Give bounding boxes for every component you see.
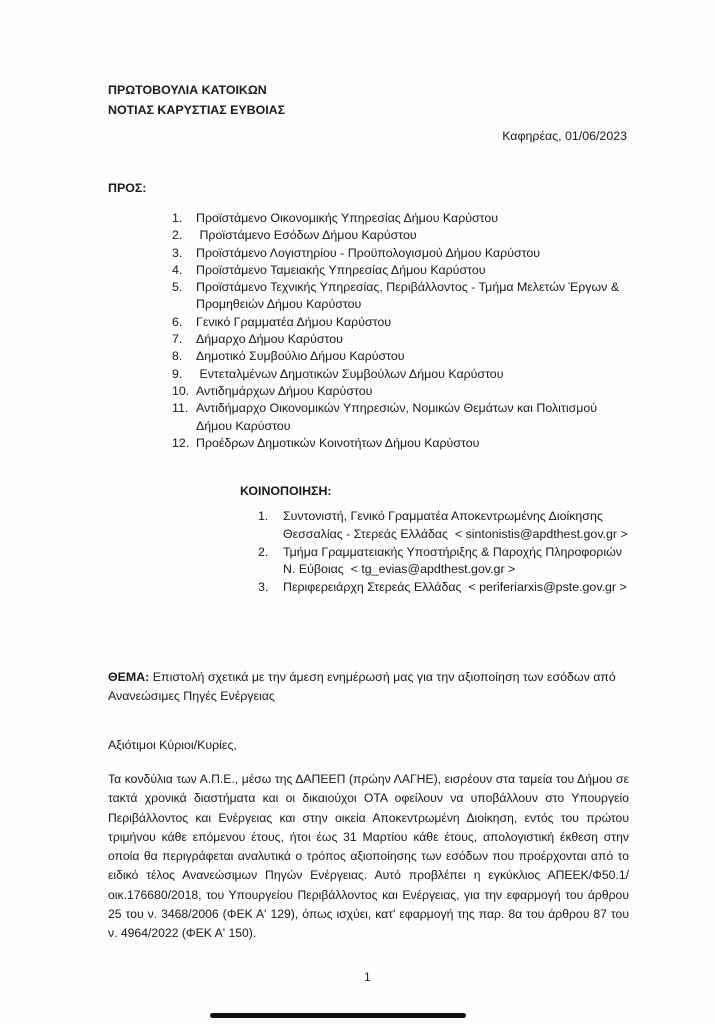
list-item-text: Προϊστάμενο Οικονομικής Υπηρεσίας Δήμου Καρύστου — [196, 211, 499, 225]
list-number: 6. — [172, 314, 183, 329]
list-item-text: Προϊστάμενο Εσόδων Δήμου Καρύστου — [196, 228, 417, 243]
list-number: 5. — [172, 280, 183, 295]
subject-text: Επιστολή σχετικά με την άμεση ενημέρωσή μας για την αξιοποίηση των εσόδων από Ανανεώσιμες Πηγές Ενέργειας — [108, 670, 616, 703]
recipient-item — [172, 210, 642, 227]
cc-list — [258, 508, 658, 597]
list-item-text: Τμήμα Γραμματειακής Υποστήριξης & Παροχής Πληροφοριών Ν. Εύβοιας < tg_evias@apdthest.gov.gr > — [283, 544, 622, 577]
recipient-item — [172, 366, 642, 383]
list-number: 2. — [172, 228, 183, 243]
subject-block — [108, 668, 628, 706]
list-item-text: Προϊστάμενο Ταμειακής Υπηρεσίας Δήμου Καρύστου — [196, 262, 486, 277]
list-item-text: Αντιδημάρχων Δήμου Καρύστου — [196, 383, 373, 398]
list-item-text: Προϊστάμενο Τεχνικής Υπηρεσίας, Περιβάλλοντος - Τμήμα Μελετών Έργων & Προμηθειών Δήμου Καρύστου — [196, 280, 620, 312]
list-number: 12. — [172, 435, 190, 450]
list-number: 9. — [172, 366, 183, 381]
list-number: 3. — [172, 245, 183, 260]
page-number: 1 — [364, 970, 371, 984]
recipient-item — [172, 383, 642, 400]
cc-label: ΚΟΙΝΟΠΟΙΗΣΗ: — [240, 484, 332, 498]
list-number: 7. — [172, 332, 183, 347]
list-number: 1. — [258, 509, 269, 523]
recipient-item — [172, 279, 642, 314]
list-item-text: Δήμαρχο Δήμου Καρύστου — [196, 332, 343, 347]
date-line: Καφηρέας, 01/06/2023 — [502, 129, 627, 143]
sender-block — [108, 80, 285, 120]
list-item-text: Εντεταλμένων Δημοτικών Συμβούλων Δήμου Καρύστου — [196, 366, 504, 381]
list-item-text: Συντονιστή, Γενικό Γραμματέα Αποκεντρωμένης Διοίκησης Θεσσαλίας - Στερεάς Ελλάδας < sintonistis@apdthest.gov.gr > — [283, 509, 628, 541]
greeting: Αξιότιμοι Κύριοι/Κυρίες, — [108, 738, 237, 752]
list-item-text: Γενικό Γραμματέα Δήμου Καρύστου — [196, 314, 392, 329]
list-item-text: Περιφερειάρχη Στερεάς Ελλάδας < periferiarxis@pste.gov.gr > — [283, 580, 627, 595]
list-number: 11. — [172, 401, 189, 416]
cc-item — [258, 508, 658, 544]
recipient-item — [172, 227, 642, 244]
recipient-item — [172, 400, 642, 435]
list-number: 3. — [258, 580, 269, 595]
list-item-text: Αντιδήμαρχο Οικονομικών Υπηρεσιών, Νομικών Θεμάτων και Πολιτισμού Δήμου Καρύστου — [196, 401, 598, 433]
cc-item — [258, 544, 658, 580]
recipients-label: ΠΡΟΣ: — [108, 181, 147, 195]
list-number: 8. — [172, 349, 183, 364]
sender-line-2: ΝΟΤΙΑΣ ΚΑΡΥΣΤΙΑΣ ΕΥΒΟΙΑΣ — [108, 103, 286, 117]
recipient-item — [172, 331, 642, 348]
recipient-item — [172, 262, 642, 279]
recipient-item — [172, 348, 642, 365]
subject-label: ΘΕΜΑ: — [108, 670, 150, 684]
list-item-text: Προέδρων Δημοτικών Κοινοτήτων Δήμου Καρύστου — [196, 435, 480, 450]
list-number: 2. — [258, 544, 269, 559]
cc-item — [258, 579, 658, 597]
list-item-text: Δημοτικό Συμβούλιο Δήμου Καρύστου — [196, 349, 405, 364]
list-number: 10. — [172, 383, 190, 398]
body-paragraph: Τα κονδύλια των Α.Π.Ε., μέσω της ΔΑΠΕΕΠ (πρώην ΛΑΓΗΕ), εισρέουν στα ταμεία του Δήμου σε τακτά χρονικά διαστήματα και οι δικαιούχοι ΟΤΑ οφείλουν να υποβάλλουν στο Υπουργείο Περιβάλλοντος και Ενέργειας και στην οικεία Αποκεντρωμένη Διοίκηση, εντός του πρώτου τριμήνου κάθε επόμενου έτους, ήτοι έως 31 Μαρτίου κάθε έτους, απολογιστική έκθεση στην οποία θα περιγράφεται αναλυτικά ο τρόπος αξιοποίησης των εσόδων που προέρχονται από το ειδικό τέλος Ανανεώσιμων Πηγών Ενέργειας. Αυτό προβλέπει η εγκύκλιος ΑΠΕΕΚ/Φ50.1/οικ.176680/2018, του Υπουργείου Περιβάλλοντος και Ενέργειας, για την εφαρμογή του άρθρου 25 του ν. 3468/2006 (ΦΕΚ Α' 129), όπως ισχύει, κατ' εφαρμογή της παρ. 8α του άρθρου 87 του ν. 4964/2022 (ΦΕΚ Α' 150). — [108, 772, 629, 941]
list-number: 1. — [172, 211, 183, 225]
recipient-item — [172, 245, 642, 262]
recipient-item — [172, 314, 642, 331]
recipients-list — [172, 210, 642, 452]
list-item-text: Προϊστάμενο Λογιστηρίου - Προϋπολογισμού Δήμου Καρύστου — [196, 245, 541, 260]
list-number: 4. — [172, 262, 183, 277]
home-indicator-bar[interactable] — [210, 1013, 466, 1018]
recipient-item — [172, 435, 642, 452]
sender-line-1: ΠΡΩΤΟΒΟΥΛΙΑ ΚΑΤΟΙΚΩΝ — [108, 83, 267, 97]
